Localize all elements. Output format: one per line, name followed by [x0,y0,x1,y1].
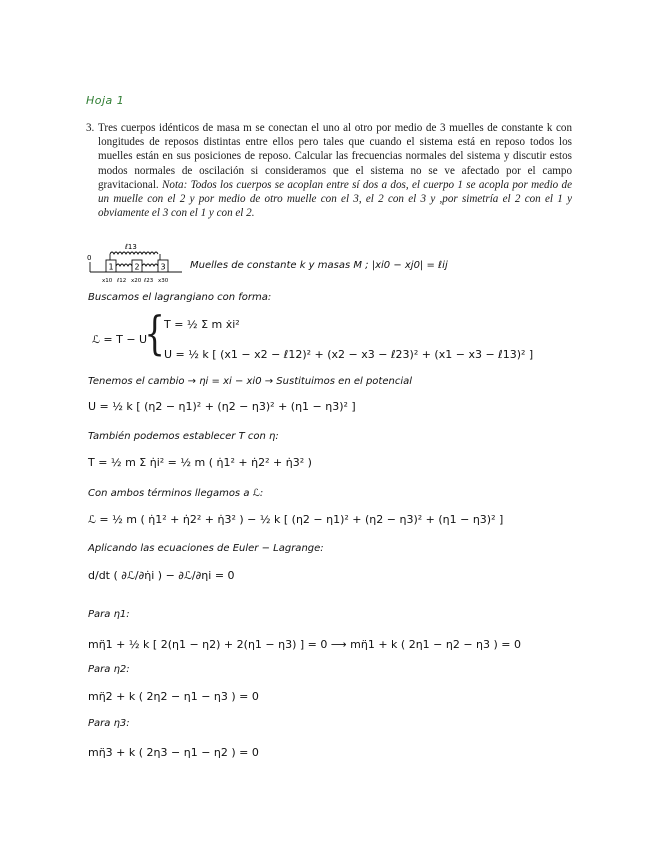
label-l12: ℓ12 [117,278,127,284]
springs-note: Muelles de constante k y masas M ; |xi0 − xj0| = ℓij [190,260,448,271]
para-eta3-label: Para η3: [88,718,130,729]
para-eta1-label: Para η1: [88,609,130,620]
label-x10: x10 [102,278,113,284]
problem-body [98,121,572,220]
origin-label: 0 [87,254,92,262]
euler-lagrange-equation: d/dt ( ∂ℒ/∂η̇i ) − ∂ℒ/∂ηi = 0 [88,569,235,582]
equation-eta2: mη̈2 + k ( 2η2 − η1 − η3 ) = 0 [88,690,259,703]
l-definition: ℒ = T − U [92,333,148,346]
u-in-eta: U = ½ k [ (η2 − η1)² + (η2 − η3)² + (η1 − η3)² ] [88,400,356,413]
top-spring [110,252,158,254]
para-eta2-label: Para η2: [88,664,130,675]
spring-mass-diagram [86,240,186,286]
lagrangian-full: ℒ = ½ m ( η̇1² + η̇2² + η̇3² ) − ½ k [ (η2 − η1)² + (η2 − η3)² + (η1 − η3)² ] [88,513,504,526]
lagrangian-intro: Buscamos el lagrangiano con forma: [88,292,272,303]
t-intro: También podemos establecer T con η: [88,431,279,442]
mass-3-label: 3 [160,262,166,272]
label-l23: ℓ23 [144,278,154,284]
t-definition: T = ½ Σ m ẋi² [164,318,240,331]
problem-number: 3. [86,122,95,134]
equation-eta1: mη̈1 + ½ k [ 2(η1 − η2) + 2(η1 − η3) ] = 0 ⟶ mη̈1 + k ( 2η1 − η2 − η3 ) = 0 [88,638,522,651]
u-definition: U = ½ k [ (x1 − x2 − ℓ12)² + (x2 − x3 − ℓ23)² + (x1 − x3 − ℓ13)² ] [164,348,534,361]
t-in-eta: T = ½ m Σ η̇i² = ½ m ( η̇1² + η̇2² + η̇3² ) [88,456,312,469]
spring-12 [116,264,132,266]
diagram-top-label: ℓ13 [125,243,137,251]
change-variables-note: Tenemos el cambio → ηi = xi − xi0 → Sustituimos en el potencial [88,376,413,387]
label-x20: x20 [131,278,142,284]
mass-2-label: 2 [134,262,140,272]
problem-note: Nota: Todos los cuerpos se acoplan entre sí dos a dos, el cuerpo 1 se acopla por medio de un muelle con el 2 y por medio de otro muelle con el 3, el 2 con el 3 y ,por simetría el 2 con el 1 y obviamente el 3 con el 1 y con el 2. [98,178,572,220]
brace-symbol: { [144,306,165,360]
sheet-title: Hoja 1 [86,94,125,107]
both-terms-note: Con ambos términos llegamos a ℒ: [88,488,264,499]
mass-1-label: 1 [108,262,114,272]
spring-23 [142,264,158,266]
euler-lagrange-intro: Aplicando las ecuaciones de Euler − Lagrange: [88,543,324,554]
problem-statement [86,121,572,220]
problem-text: Tres cuerpos idénticos de masa m se conectan el uno al otro por medio de 3 muelles de constante k con longitudes de reposos distintas entre ellos pero tales que cuando el sistema está en reposo todos los muelles están en sus posiciones de reposo. Calcular las frecuencias normales del sistema y discutir estos modos normales de oscilación si consideramos que el sistema no se ve afectado por el campo gravitacional. [98,122,572,191]
label-x30: x30 [158,278,169,284]
equation-eta3: mη̈3 + k ( 2η3 − η1 − η2 ) = 0 [88,746,259,759]
lagrangian-definition [92,306,534,370]
